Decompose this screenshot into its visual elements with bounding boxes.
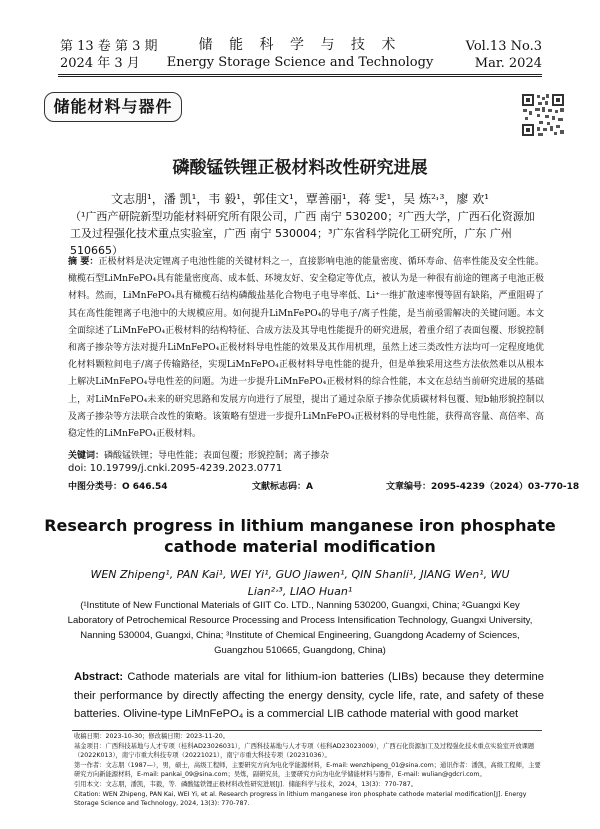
qr-code-icon bbox=[520, 92, 566, 138]
abstract-cn-label: 摘 要： bbox=[68, 257, 99, 267]
abstract-en-text: Cathode materials are vital for lithium-ion batteries (LIBs) because they determine their performance by directly affecting the energy density, cycle life, rate, and safety of these batteries. Olivine-type LiMnFePO₄ is a commercial LIB cathode material with good market bbox=[74, 671, 544, 720]
journal-en: Energy Storage Science and Technology bbox=[166, 55, 434, 70]
abstract-en-label: Abstract: bbox=[74, 671, 124, 683]
affiliation-cn: （¹广西产研院新型功能材料研究所有限公司，广西 南宁 530200；²广西大学，广西石化资源加工及过程强化技术重点实验室，广西 南宁 530004；³广东省科学院化工研究所，广东 广州 510665） bbox=[70, 210, 535, 257]
article-number: 文章编号：2095-4239（2024）03-770-18 bbox=[386, 482, 580, 492]
section-label-box bbox=[44, 92, 182, 122]
keywords-cn-text: 磷酸锰铁锂；导电性能；表面包覆；形貌控制；离子掺杂 bbox=[104, 451, 330, 461]
footnote-funding: 基金项目：广西科技基地与人才专项（桂科AD23026031），广西科技基地与人才专项（桂科AD23023009），广西石化资源加工及过程强化技术重点实验室开放课题（2022K013），南宁市重大科技专项（20221021），南宁市重大科技专项（20231036）。 bbox=[74, 742, 535, 760]
keywords-cn-label: 关键词： bbox=[68, 451, 105, 461]
paper-title-en bbox=[0, 515, 600, 557]
affiliation-en: (¹Institute of New Functional Materials of GIIT Co. LTD., Nanning 530200, Guangxi, China; ²Guangxi Key Laboratory of Petrochemical Resource Processing and Process Intensification Technology, Guangxi University, Nanning 530004, Guangxi, China; ³Institute of Chemical Engineering, Guangdong Academy of Sciences, Guangzhou 510665, Guangdong, China) bbox=[67, 600, 533, 656]
document-code: 文献标志码：A bbox=[252, 482, 313, 492]
footnote-rule bbox=[72, 730, 542, 731]
journal-cn: 储 能 科 学 与 技 术 bbox=[198, 37, 402, 53]
paper-title-en-line-1: Research progress in lithium manganese iron phosphate bbox=[44, 516, 556, 535]
paper-title-en-line-2: cathode material modification bbox=[164, 537, 436, 556]
volume-cn: 第 13 卷 第 3 期 bbox=[60, 39, 158, 54]
authors-cn: 文志朋¹，潘 凯¹，韦 毅¹，郭佳文¹，覃善丽¹，蒋 雯¹，吴 炼²˒³，廖 欢¹ bbox=[110, 192, 490, 206]
authors-en: WEN Zhipeng¹, PAN Kai¹, WEI Yi¹, GUO Jiawen¹, QIN Shanli¹, JIANG Wen¹, WU Lian²˒³, LIAO Huan¹ bbox=[90, 568, 510, 598]
date-cn: 2024 年 3 月 bbox=[60, 56, 140, 71]
qr-code-graphic bbox=[520, 92, 566, 138]
footnote-citation-en: Citation: WEN Zhipeng, PAN Kai, WEI Yi, et al. Research progress in lithium manganese iron phosphate cathode material modification[J]. Energy Storage Science and Technology, 2024, 13(3): 770-787. bbox=[74, 790, 527, 808]
keywords-cn bbox=[68, 448, 544, 464]
footnote-citation-cn: 引用本文：文志朋，潘凯，韦毅，等．磷酸锰铁锂正极材料改性研究进展[J]．储能科学与技术，2024，13(3)：770-787。 bbox=[74, 780, 418, 788]
header-rule bbox=[58, 74, 542, 75]
clc-number: 中图分类号：O 646.54 bbox=[68, 482, 168, 492]
abstract-en bbox=[74, 668, 544, 724]
paper-title-cn: 磷酸锰铁锂正极材料改性研究进展 bbox=[172, 158, 428, 178]
footnote-first-author: 第一作者：文志朋（1987—），男，硕士，高级工程师，主要研究方向为电化学能源材料，E-mail: wenzhipeng_01@sina.com；通讯作者：潘凯，高级工程师，主要研究方向新能源材料，E-mail: pankai_09@sina.com；吴炼，副研究员，主要研究方向为电化学储能材料与器件，E-mail: wulian@gdcri.com。 bbox=[74, 761, 541, 779]
date-en: Mar. 2024 bbox=[474, 56, 542, 71]
footnotes bbox=[74, 732, 544, 809]
footnote-received: 收稿日期：2023-10-30；修改稿日期：2023-11-20。 bbox=[74, 733, 230, 740]
doi: doi: 10.19799/j.cnki.2095-4239.2023.0771 bbox=[68, 463, 283, 474]
abstract-cn bbox=[68, 254, 544, 443]
volume-en: Vol.13 No.3 bbox=[465, 39, 542, 54]
section-label: 储能材料与器件 bbox=[53, 97, 173, 116]
header-right bbox=[466, 38, 542, 72]
header-rule-thin bbox=[58, 76, 542, 77]
abstract-cn-text: 正极材料是决定锂离子电池性能的关键材料之一，直接影响电池的能量密度、循环寿命、倍率性能及安全性能。橄榄石型LiMnFePO₄具有能量密度高、成本低、环境友好、安全稳定等优点，被认为是一种很有前途的锂离子电池正极材料。然而，LiMnFePO₄具有橄榄石结构磷酸盐基化合物电子电导率低、Li⁺一维扩散速率慢等固有缺陷，严重阻碍了其在高性能锂离子电池中的大规模应用。如何提升LiMnFePO₄的导电子/离子性能，是当前亟需解决的关键问题。本文全面综述了LiMnFePO₄正极材料的结构特征、合成方法及其导电性能提升的研究进展，着重介绍了表面包覆、形貌控制和离子掺杂等方法对提升LiMnFePO₄正极材料导电性能的效果及其作用机理，虽然上述三类改性方法均可一定程度地优化材料颗粒间电子/离子传输路径，实现LiMnFePO₄正极材料导电性能的提升，但是单独采用这些方法依然难以从根本上解决LiMnFePO₄导电性差的问题。为进一步提升LiMnFePO₄正极材料的综合性能，本文在总结当前研究进展的基础上，对LiMnFePO₄未来的研究思路和发展方向进行了展望，提出了通过杂原子掺杂优质碳材料包覆、短b轴形貌控制以及离子掺杂等方法联合改性的策略。该策略有望进一步提升LiMnFePO₄正极材料的导电性能，获得高容量、高倍率、高稳定性的LiMnFePO₄正极材料。 bbox=[68, 257, 544, 440]
